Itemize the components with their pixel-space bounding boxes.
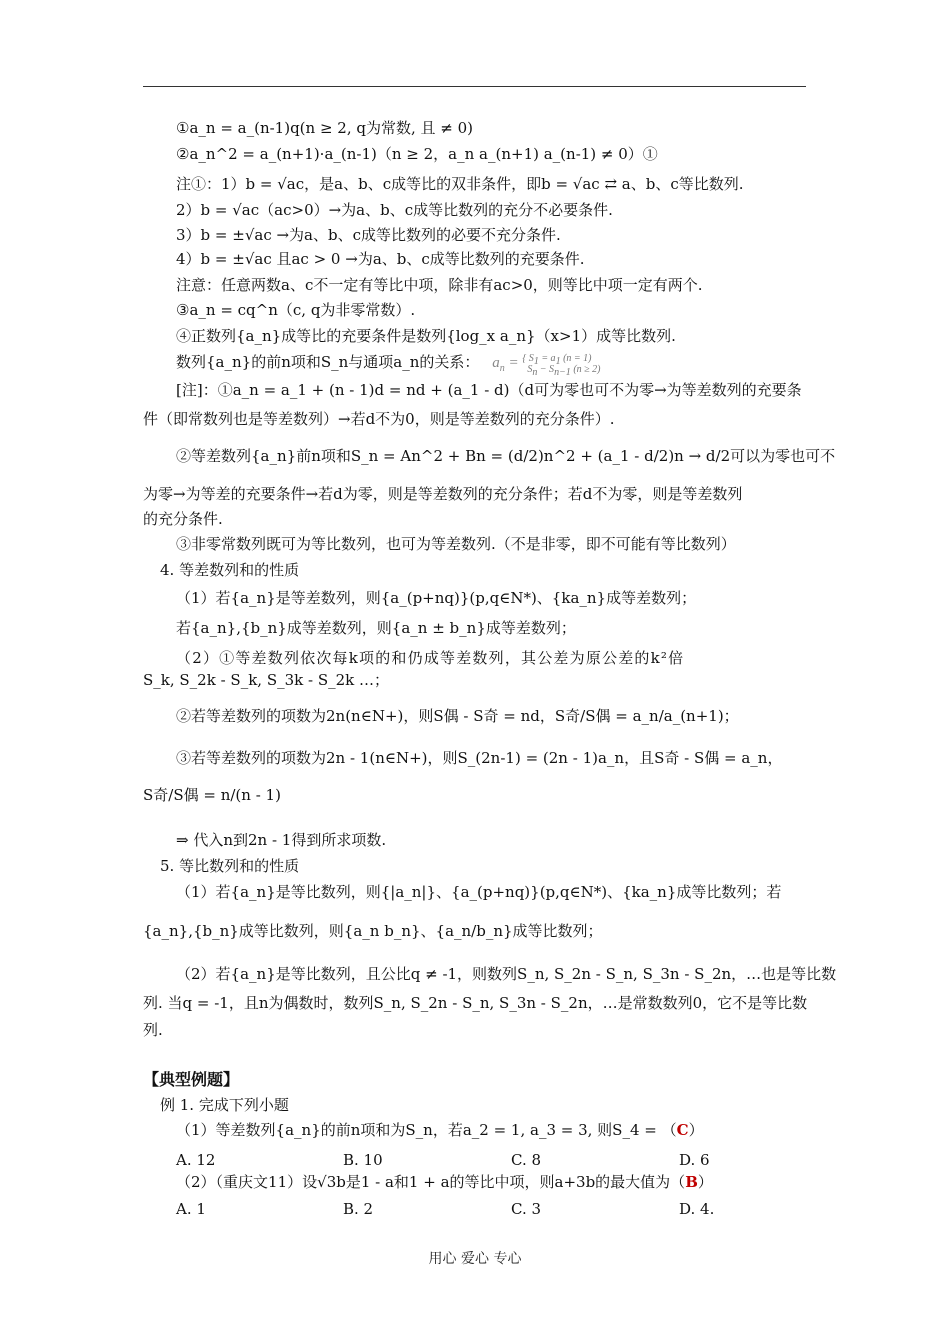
remark-line-2: 件（即常数列也是等差数列）→若d不为0，则是等差数列的充分条件）. bbox=[143, 410, 615, 428]
q2-option-a: A. 1 bbox=[176, 1200, 206, 1218]
q1-option-a: A. 12 bbox=[176, 1151, 216, 1169]
question-2-close: ） bbox=[697, 1173, 713, 1191]
sec5-line-4: 列. 当q = -1，且n为偶数时，数列S_n, S_2n - S_n, S_3n - S_2n，…是常数数列0，它不是等比数 bbox=[143, 994, 808, 1012]
note-line-1: 注①：1）b = √ac，是a、b、c成等比的双非条件，即b = √ac ⇄ a、b、c等比数列. bbox=[176, 175, 744, 193]
note-line-2: 2）b = √ac（ac>0）→为a、b、c成等比数列的充分不必要条件. bbox=[176, 201, 613, 219]
remark-line-1: [注]：①a_n = a_1 + (n - 1)d = nd + (a_1 - d)（d可为零也可不为零→为等差数列的充要条 bbox=[176, 381, 802, 399]
question-1-close: ） bbox=[688, 1121, 704, 1139]
header-rule bbox=[143, 86, 806, 87]
formula-line-4: ④正数列{a_n}成等比的充要条件是数列{log_x a_n}（x>1）成等比数列. bbox=[176, 327, 676, 345]
section-4-title: 4. 等差数列和的性质 bbox=[160, 561, 300, 579]
sec5-line-2: {a_n},{b_n}成等比数列，则{a_n b_n}、{a_n/b_n}成等比数列； bbox=[143, 922, 603, 940]
attention-line: 注意：任意两数a、c不一定有等比中项，除非有ac>0，则等比中项一定有两个. bbox=[176, 276, 703, 294]
sec4-line-5: ②若等差数列的项数为2n(n∈N+)，则S偶 - S奇 = nd，S奇/S偶 = a_n/a_(n+1)； bbox=[176, 707, 739, 725]
question-2-text: （2）（重庆文11）设√3b是1 - a和1 + a的等比中项，则a+3b的最大值为（ bbox=[176, 1173, 686, 1191]
sec4-line-2: 若{a_n},{b_n}成等差数列，则{a_n ± b_n}成等差数列； bbox=[176, 619, 576, 637]
examples-heading: 【典型例题】 bbox=[143, 1070, 240, 1089]
question-2-answer: B bbox=[685, 1173, 698, 1191]
q2-option-b: B. 2 bbox=[343, 1200, 374, 1218]
page-footer: 用心 爱心 专心 bbox=[428, 1251, 522, 1267]
sec4-line-3: （2）①等差数列依次每k项的和仍成等差数列，其公差为原公差的k²倍 bbox=[176, 649, 685, 667]
q1-option-d: D. 6 bbox=[679, 1151, 710, 1169]
question-2 bbox=[176, 1172, 713, 1192]
relation-line bbox=[176, 352, 601, 378]
sec4-line-6: ③若等差数列的项数为2n - 1(n∈N+)，则S_(2n-1) = (2n - 1)a_n，且S奇 - S偶 = a_n， bbox=[176, 749, 783, 767]
note-line-3: 3）b = ±√ac →为a、b、c成等比数列的必要不充分条件. bbox=[176, 226, 561, 244]
remark-line-4: 为零→为等差的充要条件→若d为零，则是等差数列的充分条件；若d不为零，则是等差数列 bbox=[143, 485, 743, 503]
sec4-line-8: ⇒ 代入n到2n - 1得到所求项数. bbox=[176, 831, 387, 849]
sec5-line-1: （1）若{a_n}是等比数列，则{|a_n|}、{a_(p+nq)}(p,q∈N*)、{ka_n}成等比数列；若 bbox=[176, 883, 782, 901]
q1-option-c: C. 8 bbox=[511, 1151, 542, 1169]
remark-line-6: ③非零常数列既可为等比数列，也可为等差数列.（不是非零，即不可能有等比数列） bbox=[176, 535, 736, 553]
q1-option-b: B. 10 bbox=[343, 1151, 383, 1169]
question-1-text: （1）等差数列{a_n}的前n项和为S_n，若a_2 = 1, a_3 = 3, 则S_4 = （ bbox=[176, 1121, 677, 1139]
q2-option-c: C. 3 bbox=[511, 1200, 542, 1218]
sec4-line-4: S_k, S_2k - S_k, S_3k - S_2k …； bbox=[143, 671, 390, 689]
sec4-line-1: （1）若{a_n}是等差数列，则{a_(p+nq)}(p,q∈N*)、{ka_n}成等差数列； bbox=[176, 589, 697, 607]
sec5-line-3: （2）若{a_n}是等比数列，且公比q ≠ -1，则数列S_n, S_2n - S_n, S_3n - S_2n，…也是等比数 bbox=[176, 965, 837, 983]
example-1-title: 例 1. 完成下列小题 bbox=[160, 1096, 289, 1114]
question-1-answer: C bbox=[676, 1121, 689, 1139]
note-line-4: 4）b = ±√ac 且ac > 0 →为a、b、c成等比数列的充要条件. bbox=[176, 250, 585, 268]
sec5-line-5: 列. bbox=[143, 1021, 163, 1039]
relation-text: 数列{a_n}的前n项和S_n与通项a_n的关系： bbox=[176, 353, 480, 371]
formula-line-1: ①a_n = a_(n-1)q(n ≥ 2, q为常数, 且 ≠ 0) bbox=[176, 119, 474, 137]
remark-line-5: 的充分条件. bbox=[143, 510, 223, 528]
sec4-line-7: S奇/S偶 = n/(n - 1) bbox=[143, 786, 281, 804]
remark-line-3: ②等差数列{a_n}前n项和S_n = An^2 + Bn = (d/2)n^2 + (a_1 - d/2)n → d/2可以为零也可不 bbox=[176, 447, 836, 465]
formula-line-3: ③a_n = cq^n（c, q为非零常数）. bbox=[176, 301, 416, 319]
q2-option-d: D. 4. bbox=[679, 1200, 715, 1218]
piecewise-formula: $a_n$ = { $S_1 = a_1$ (n = 1) $S_n - S_{n-1}$ (n ≥ 2) bbox=[492, 352, 601, 378]
formula-line-2: ②a_n^2 = a_(n+1)·a_(n-1)（n ≥ 2，a_n a_(n+1) a_(n-1) ≠ 0）① bbox=[176, 145, 658, 163]
question-1 bbox=[176, 1120, 704, 1140]
section-5-title: 5. 等比数列和的性质 bbox=[160, 857, 300, 875]
